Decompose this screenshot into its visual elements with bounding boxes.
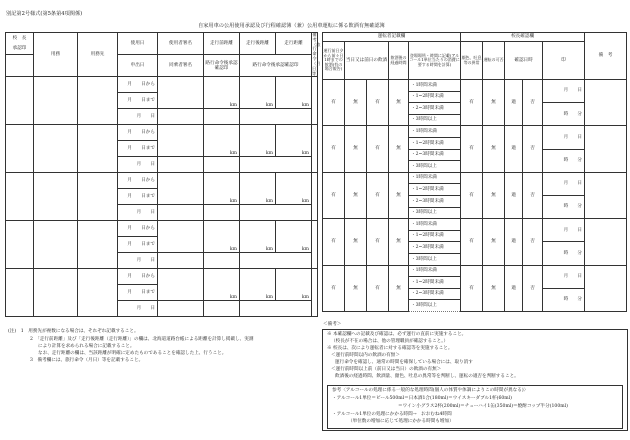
drive-ok[interactable]: 適 [505, 80, 523, 126]
applicant-cell[interactable] [158, 301, 204, 317]
prev-day-no[interactable]: 無 [345, 265, 367, 311]
hours-option[interactable]: ・3時間以上 [409, 114, 461, 126]
confirm-a-cell[interactable] [204, 253, 240, 269]
hours-option[interactable]: ・1~2時間未満 [409, 137, 461, 149]
face-no[interactable]: 無 [483, 265, 505, 311]
dist-total-cell[interactable]: km [276, 221, 312, 253]
header-approval: 校 長 承認印 [6, 33, 34, 55]
dist-total-cell[interactable]: km [276, 173, 312, 205]
note-1: (注) 1 用務先が複数になる場合は、それぞれ記載すること。 [8, 329, 139, 334]
dest-cell[interactable] [78, 125, 118, 173]
return-day[interactable]: 月 日 [118, 157, 158, 173]
car-no-cell[interactable] [158, 221, 204, 253]
dist-in-cell[interactable]: km [240, 269, 276, 301]
hours-option[interactable]: ・2~3時間未満 [409, 149, 461, 161]
confirm-date[interactable]: 月 日 [543, 265, 585, 288]
note-5: 3 備考欄には、旅行命令（月日）等を記載すること。 [30, 358, 144, 363]
dist-total-cell[interactable]: km [276, 77, 312, 109]
reference-3: ＝ワイン小グラス2杯(200ml)＝チューハイ1缶(350ml)＝焼酎コップ半分(100ml) [398, 404, 568, 409]
dist-out-cell[interactable]: km [204, 269, 240, 301]
prev-day-no[interactable]: 無 [345, 219, 367, 265]
drive-ng[interactable]: 否 [523, 126, 543, 172]
prev-day-no[interactable]: 無 [345, 172, 367, 218]
dist-total-cell[interactable]: km [276, 269, 312, 301]
seal-cell[interactable] [585, 219, 627, 265]
hours-option[interactable]: ・2~3時間未満 [409, 103, 461, 115]
confirm-time[interactable]: 時 分 [543, 288, 585, 311]
confirm-date[interactable]: 月 日 [543, 219, 585, 242]
applicant-cell[interactable] [158, 157, 204, 173]
drive-ok[interactable]: 適 [505, 219, 523, 265]
amount-yes[interactable]: 有 [367, 172, 389, 218]
hours-option[interactable]: ・1時間未満 [409, 265, 461, 277]
hours-option[interactable]: ・1時間未満 [409, 172, 461, 184]
dist-in-cell[interactable]: km [240, 125, 276, 157]
header-dist-total: 走行距離 [276, 33, 312, 55]
drive-ng[interactable]: 否 [523, 172, 543, 218]
note-right-5: 運行命令を確認し、通常の時間を確保している場合には、取り消す [335, 360, 473, 365]
confirm-b-cell[interactable] [240, 253, 312, 269]
itinerary-table [5, 32, 321, 77]
dist-in-cell[interactable]: km [240, 77, 276, 109]
hours-option[interactable]: ・2~3時間未満 [409, 195, 461, 207]
hours-option[interactable]: ・1時間未満 [409, 80, 461, 92]
date-to[interactable]: 月 日まで [118, 93, 158, 109]
hours-option[interactable]: ・2~3時間未満 [409, 242, 461, 254]
face-no[interactable]: 無 [483, 219, 505, 265]
face-yes[interactable]: 有 [461, 126, 483, 172]
hours-option[interactable]: ・1~2時間未満 [409, 91, 461, 103]
dest-cell[interactable] [78, 269, 118, 317]
alcohol-check-rows [322, 79, 627, 312]
hours-option[interactable]: ・1時間未満 [409, 219, 461, 231]
alcohol-check-table [322, 32, 627, 80]
hours-option[interactable]: ・3時間以上 [409, 161, 461, 173]
face-yes[interactable]: 有 [461, 172, 483, 218]
drive-ok[interactable]: 適 [505, 265, 523, 311]
car-no-cell[interactable] [158, 269, 204, 301]
header-driver-check: 運転者記載欄 [323, 33, 461, 42]
amount-no[interactable]: 無 [389, 172, 409, 218]
drive-ok[interactable]: 適 [505, 172, 523, 218]
hours-option[interactable]: ・3時間以上 [409, 300, 461, 312]
header-seal: 印 [543, 42, 585, 80]
dest-cell[interactable] [78, 173, 118, 221]
confirm-b-cell[interactable] [240, 205, 312, 221]
confirm-b-cell[interactable] [240, 157, 312, 173]
dist-in-cell[interactable]: km [240, 221, 276, 253]
note-4: なお、走行距離の欄は、当該距離が明確に定めたものであることを確認した上、行うこと。 [38, 351, 227, 356]
header-dist-out: 走行前距離 [204, 33, 240, 55]
confirm-date[interactable]: 月 日 [543, 126, 585, 149]
hours-option[interactable]: ・1~2時間未満 [409, 277, 461, 289]
reference-4: ・アルコール1単位の処理にかかる時間→ おおむね4時間 [332, 412, 452, 417]
amount-yes[interactable]: 有 [367, 80, 389, 126]
hours-option[interactable]: ・3時間以上 [409, 207, 461, 219]
user-cell[interactable] [34, 77, 78, 125]
note-3: により計算を求められる場合に記載すること。 [38, 344, 135, 349]
date-to[interactable]: 月 日まで [118, 285, 158, 301]
drive-ng[interactable]: 否 [523, 219, 543, 265]
header-confirm-b: 路行命令後承認確認印 [240, 55, 312, 77]
hours-option[interactable]: ・1時間未満 [409, 126, 461, 138]
dist-out-cell[interactable]: km [204, 173, 240, 205]
face-yes[interactable]: 有 [461, 219, 483, 265]
applicant-cell[interactable] [158, 109, 204, 125]
dist-out-cell[interactable]: km [204, 221, 240, 253]
confirm-a-cell[interactable] [204, 301, 240, 317]
remarks-cell[interactable] [312, 77, 318, 125]
return-day[interactable]: 月 日 [118, 301, 158, 317]
confirm-a-cell[interactable] [204, 157, 240, 173]
confirm-time[interactable]: 時 分 [543, 242, 585, 265]
confirm-date[interactable]: 月 日 [543, 80, 585, 103]
user-cell[interactable] [34, 221, 78, 269]
date-from[interactable]: 月 日から [118, 173, 158, 189]
header-use-date: 使用日 [118, 33, 158, 55]
hours-option[interactable]: ・3時間以上 [409, 253, 461, 265]
confirm-time[interactable]: 時 分 [543, 103, 585, 126]
drive-ng[interactable]: 否 [523, 265, 543, 311]
amount-no[interactable]: 無 [389, 265, 409, 311]
header-alcohol-amount: 当日又は前日の飲酒 [345, 42, 389, 80]
user-cell[interactable] [34, 173, 78, 221]
approval-cell[interactable] [6, 269, 34, 317]
car-no-cell[interactable] [158, 77, 204, 109]
return-day[interactable]: 月 日 [118, 253, 158, 269]
amount-yes[interactable]: 有 [367, 265, 389, 311]
seal-cell[interactable] [585, 265, 627, 311]
dist-in-cell[interactable]: km [240, 173, 276, 205]
date-to[interactable]: 月 日まで [118, 189, 158, 205]
header-alcohol-reduction: 飲酒後の経過時間 [389, 42, 409, 80]
hours-option[interactable]: ・2~3時間未満 [409, 288, 461, 300]
date-from[interactable]: 月 日から [118, 269, 158, 285]
header-remarks-right: 備 考 [585, 33, 627, 80]
approval-cell[interactable] [6, 77, 34, 125]
dest-cell[interactable] [78, 77, 118, 125]
date-from[interactable]: 月 日から [118, 125, 158, 141]
header-confirm-time: 確認日時 [505, 42, 543, 80]
confirm-a-cell[interactable] [204, 109, 240, 125]
prev-day-yes[interactable]: 有 [323, 172, 345, 218]
dist-out-cell[interactable]: km [204, 77, 240, 109]
reference-box [327, 385, 623, 429]
reference-5: （単位数の増加に応じて処理にかかる時間も増加） [348, 419, 454, 424]
form-id: 別記第2号様式(第5条第4項関係) [6, 11, 83, 17]
prev-day-no[interactable]: 無 [345, 126, 367, 172]
header-ins-note: 登場場所・時間に記載(アルコール1単位当たりの消費に要する時間を計算) [409, 42, 461, 80]
face-no[interactable]: 無 [483, 172, 505, 218]
prev-day-yes[interactable]: 有 [323, 219, 345, 265]
applicant-cell[interactable] [158, 205, 204, 221]
amount-no[interactable]: 無 [389, 126, 409, 172]
header-face-check: 顔色、吐息等の異常 [461, 42, 483, 80]
note-right-1: ※ 本確認欄への記載及び確認は、必ず運行の直前に実施すること。 [327, 332, 467, 337]
face-no[interactable]: 無 [483, 126, 505, 172]
remarks-cell[interactable] [312, 125, 318, 173]
face-no[interactable]: 無 [483, 80, 505, 126]
header-confirm-a: 路行命令後承認確認印 [204, 55, 240, 77]
face-yes[interactable]: 有 [461, 80, 483, 126]
seal-cell[interactable] [585, 172, 627, 218]
drive-ng[interactable]: 否 [523, 80, 543, 126]
user-cell[interactable] [34, 269, 78, 317]
seal-cell[interactable] [585, 126, 627, 172]
header-dist-in: 走行後距離 [240, 33, 276, 55]
note-2: 2 「走行前距離」及び「走行後距離（走行距離）」の欄は、北海道道路台帳による距離を計算し掲載し、実測 [30, 337, 254, 342]
header-car-no: 使用者署名 [158, 33, 204, 55]
confirm-time[interactable]: 時 分 [543, 195, 585, 218]
header-return-date: 申出日 [118, 55, 158, 77]
applicant-cell[interactable] [158, 253, 204, 269]
note-right-3: ※ 校長は、次により運転者に対する確認等を実施すること。 [327, 346, 453, 351]
remarks-cell[interactable] [312, 221, 318, 269]
prev-day-no[interactable]: 無 [345, 80, 367, 126]
date-from[interactable]: 月 日から [118, 221, 158, 237]
car-no-cell[interactable] [158, 125, 204, 157]
face-yes[interactable]: 有 [461, 265, 483, 311]
note-right-6: ＜運行前時間以上前（前日又は当日）の飲酒の有無＞ [331, 367, 442, 372]
prev-day-yes[interactable]: 有 [323, 265, 345, 311]
user-cell[interactable] [34, 125, 78, 173]
note-right-2: （校長が不在の場合は、他の管理職員が確認すること。） [331, 339, 449, 344]
hours-option[interactable]: ・1~2時間未満 [409, 230, 461, 242]
prev-day-yes[interactable]: 有 [323, 126, 345, 172]
document-title: 自家用車の公用使用承認及び行程確認簿（兼）公用車運転に係る飲酒有無確認簿 [198, 23, 385, 29]
note-right-4: ＜運行前時間以内の飲酒の有無＞ [331, 353, 400, 358]
notes-right-box [322, 329, 628, 431]
hours-option[interactable]: ・1~2時間未満 [409, 184, 461, 196]
approval-cell[interactable] [6, 125, 34, 173]
date-to[interactable]: 月 日まで [118, 237, 158, 253]
header-prev-day: 運行前日夕から前々日1時までの飲酒(有の場合報告) [323, 42, 345, 80]
confirm-b-cell[interactable] [240, 109, 312, 125]
header-remarks: 備 考（旅行命令（月日）等） [312, 32, 321, 76]
confirm-date[interactable]: 月 日 [543, 172, 585, 195]
confirm-time[interactable]: 時 分 [543, 149, 585, 172]
notes-right-title: ＜備考＞ [323, 322, 342, 327]
amount-yes[interactable]: 有 [367, 219, 389, 265]
approval-cell[interactable] [6, 173, 34, 221]
approval-cell[interactable] [6, 221, 34, 269]
return-day[interactable]: 月 日 [118, 109, 158, 125]
reference-2: ・アルコール1単位＝ビール500ml＝日本酒1合(180ml)＝ウイスキーダブル1杯(60ml) [332, 396, 512, 401]
reference-1: 参考〈アルコールの処理に係る一般的な処理時間(個人の体質や体調によりこの時間が異なる)〉 [332, 388, 529, 393]
note-right-7: 飲酒後の経過時間、飲酒量、顔色、吐息の異常等を判断し、運転の適否を判断すること。 [335, 374, 519, 379]
confirm-b-cell[interactable] [240, 301, 312, 317]
header-dest: 用務先 [78, 33, 118, 77]
header-user: 用務 [34, 33, 78, 77]
amount-no[interactable]: 無 [389, 80, 409, 126]
remarks-cell[interactable] [312, 173, 318, 221]
dest-cell[interactable] [78, 221, 118, 269]
amount-no[interactable]: 無 [389, 219, 409, 265]
date-to[interactable]: 月 日まで [118, 141, 158, 157]
car-no-cell[interactable] [158, 173, 204, 205]
drive-ok[interactable]: 適 [505, 126, 523, 172]
date-from[interactable]: 月 日から [118, 77, 158, 93]
return-day[interactable]: 月 日 [118, 205, 158, 221]
amount-yes[interactable]: 有 [367, 126, 389, 172]
dist-out-cell[interactable]: km [204, 125, 240, 157]
header-applicant: 同乗者署名 [158, 55, 204, 77]
prev-day-yes[interactable]: 有 [323, 80, 345, 126]
remarks-cell[interactable] [312, 269, 318, 317]
header-principal-check: 校長確認欄 [461, 33, 585, 42]
itinerary-rows [5, 76, 318, 317]
confirm-a-cell[interactable] [204, 205, 240, 221]
seal-cell[interactable] [585, 80, 627, 126]
dist-total-cell[interactable]: km [276, 125, 312, 157]
header-drive-ok: 運転の可否 [483, 42, 505, 80]
